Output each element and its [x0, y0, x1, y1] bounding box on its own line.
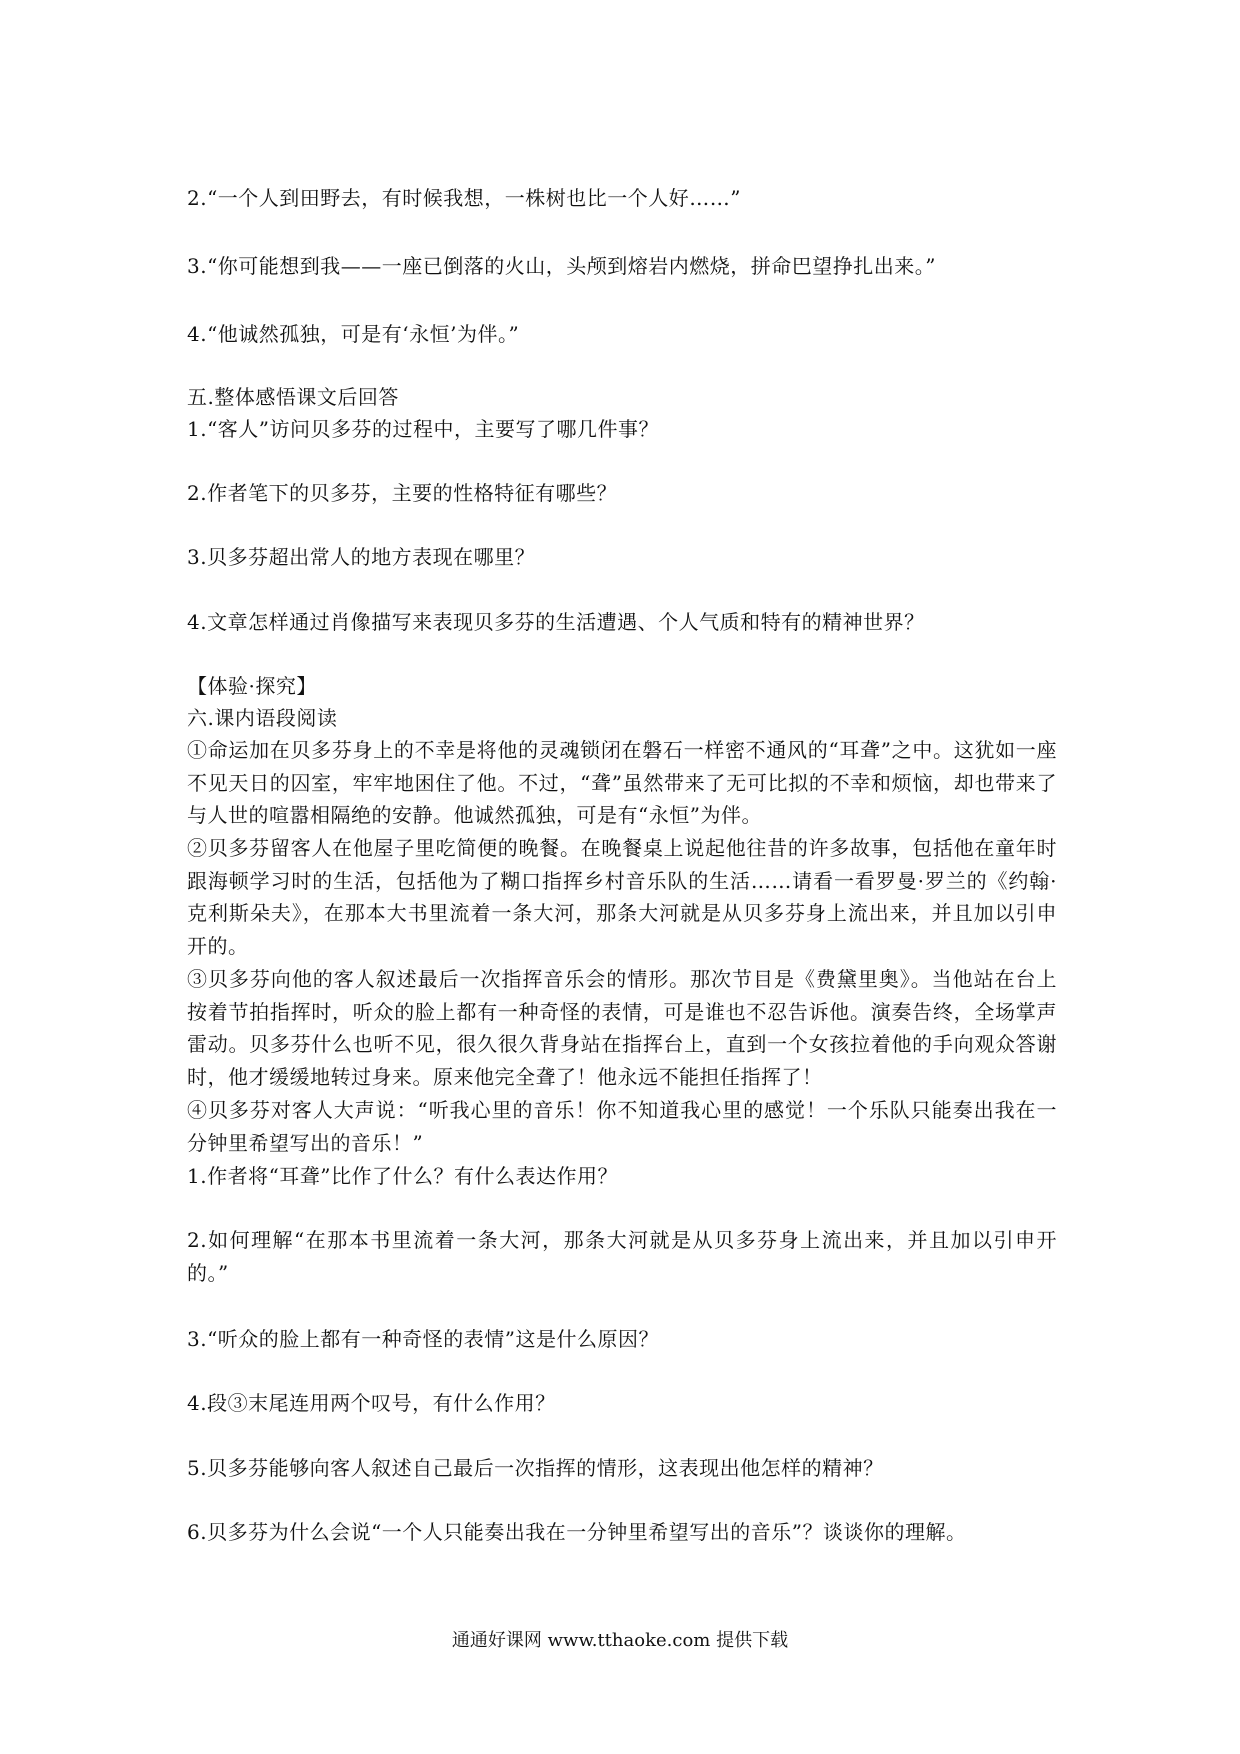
section6-question-3: 3.“听众的脸上都有一种奇怪的表情”这是什么原因？ — [187, 1327, 660, 1351]
section6-question-1: 1.作者将“耳聋”比作了什么？有什么表达作用？ — [187, 1164, 619, 1188]
reading-paragraph-1: ①命运加在贝多芬身上的不幸是将他的灵魂锁闭在磐石一样密不通风的“耳聋”之中。这犹如一座不见天日的囚室，牢牢地困住了他。不过，“聋”虽然带来了无可比拟的不幸和烦恼，却也带来了与人世的喧嚣相隔绝的安静。他诚然孤独，可是有“永恒”为伴。 — [187, 738, 1057, 828]
section6-heading: 六.课内语段阅读 — [187, 706, 338, 730]
section6-question-6: 6.贝多芬为什么会说“一个人只能奏出我在一分钟里希望写出的音乐”？谈谈你的理解。 — [187, 1520, 967, 1544]
section5-heading: 五.整体感悟课文后回答 — [187, 385, 399, 409]
experience-heading: 【体验·探究】 — [187, 674, 317, 698]
section6-question-5: 5.贝多芬能够向客人叙述自己最后一次指挥的情形，这表现出他怎样的精神？ — [187, 1456, 884, 1480]
section4-question-3: 3.“你可能想到我——一座已倒落的火山，头颅到熔岩内燃烧，拼命巴望挣扎出来。” — [187, 254, 937, 278]
section5-question-4: 4.文章怎样通过肖像描写来表现贝多芬的生活遭遇、个人气质和特有的精神世界？ — [187, 610, 925, 634]
reading-paragraph-3: ③贝多芬向他的客人叙述最后一次指挥音乐会的情形。那次节目是《费黛里奥》。当他站在台上按着节拍指挥时，听众的脸上都有一种奇怪的表情，可是谁也不忍告诉他。演奏告终，全场掌声雷动。贝多芬什么也听不见，很久很久背身站在指挥台上，直到一个女孩拉着他的手向观众答谢时，他才缓缓地转过身来。原来他完全聋了！他永远不能担任指挥了！ — [187, 967, 1057, 1089]
section4-question-2: 2.“一个人到田野去，有时候我想，一株树也比一个人好……” — [187, 186, 742, 210]
reading-paragraph-2: ②贝多芬留客人在他屋子里吃简便的晚餐。在晚餐桌上说起他往昔的许多故事，包括他在童年时跟海顿学习时的生活，包括他为了糊口指挥乡村音乐队的生活……请看一看罗曼·罗兰的《约翰·克利斯朵夫》，在那本大书里流着一条大河，那条大河就是从贝多芬身上流出来，并且加以引申开的。 — [187, 836, 1057, 958]
section6-question-2: 2.如何理解“在那本书里流着一条大河，那条大河就是从贝多芬身上流出来，并且加以引申开的。” — [187, 1228, 1057, 1285]
section5-question-3: 3.贝多芬超出常人的地方表现在哪里？ — [187, 545, 536, 569]
section6-question-4: 4.段③末尾连用两个叹号，有什么作用？ — [187, 1391, 556, 1415]
section4-question-4: 4.“他诚然孤独，可是有‘永恒’为伴。” — [187, 322, 520, 346]
section5-question-1: 1.“客人”访问贝多芬的过程中，主要写了哪几件事？ — [187, 417, 660, 441]
reading-paragraph-4: ④贝多芬对客人大声说：“听我心里的音乐！你不知道我心里的感觉！一个乐队只能奏出我在一分钟里希望写出的音乐！” — [187, 1098, 1057, 1155]
page-footer: 通通好课网 www.tthaoke.com 提供下载 — [451, 1630, 789, 1651]
section5-question-2: 2.作者笔下的贝多芬，主要的性格特征有哪些？ — [187, 481, 618, 505]
